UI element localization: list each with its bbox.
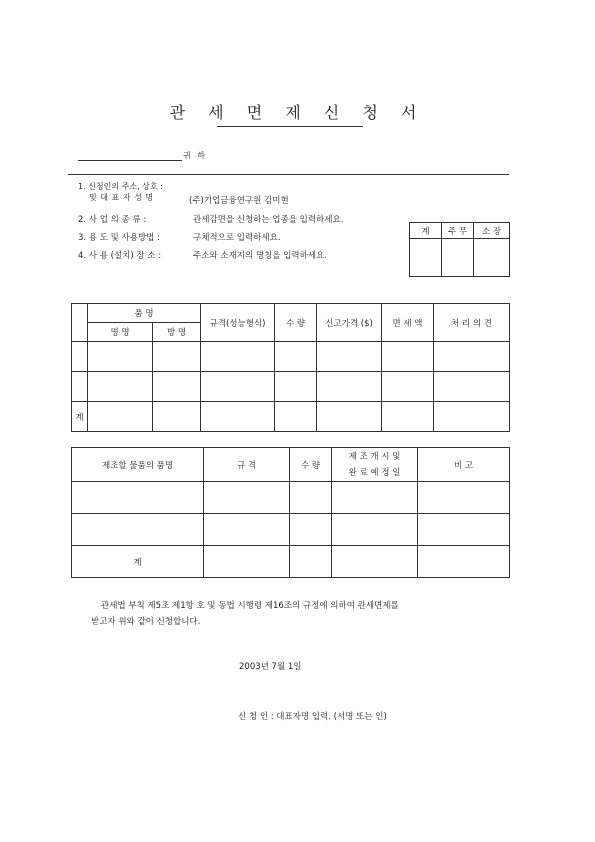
- field-3-value: 구체적으로 입력하세요.: [193, 233, 281, 243]
- field-1-value: (주)기업금융연구원 김미현: [189, 196, 289, 206]
- goods-row-number-header: [72, 304, 88, 342]
- application-date: 2003년 7월 1일: [239, 662, 302, 672]
- table-cell[interactable]: [153, 402, 201, 432]
- table-cell[interactable]: [201, 402, 275, 432]
- addressee-blank-line: [78, 160, 182, 161]
- table-cell[interactable]: [153, 342, 201, 372]
- field-4-label: 4. 사 용 (설치) 장 소 :: [78, 251, 162, 261]
- table-cell[interactable]: [290, 514, 332, 546]
- table-cell[interactable]: [88, 342, 153, 372]
- table-cell[interactable]: [382, 372, 434, 402]
- approval-sign-cell[interactable]: [410, 239, 442, 277]
- goods-subheader-method: 방 명: [153, 323, 201, 342]
- goods-header-spec: 규격(성능형식): [201, 304, 275, 342]
- table-cell[interactable]: [153, 372, 201, 402]
- table-cell[interactable]: [418, 514, 510, 546]
- table-cell[interactable]: [290, 482, 332, 514]
- table-cell[interactable]: [275, 342, 317, 372]
- header-divider: [68, 174, 509, 175]
- mfg-total-label: 계: [72, 546, 204, 578]
- statement-line-2: 받고자 위와 같이 신청합니다.: [91, 617, 201, 627]
- approval-header-manager: 주 무: [442, 223, 474, 239]
- field-4-value: 주소와 소재지의 명칭을 입력하세요.: [193, 251, 327, 261]
- table-cell[interactable]: [434, 342, 510, 372]
- field-2-label: 2. 사 업 의 종 류 :: [78, 215, 147, 225]
- table-cell[interactable]: [317, 342, 382, 372]
- field-1-label-line2: 및 대 표 자 성 명: [89, 193, 154, 202]
- approval-sign-cell[interactable]: [442, 239, 474, 277]
- goods-header-item: 품 명: [88, 304, 201, 323]
- goods-header-opinion: 처 리 의 견: [434, 304, 510, 342]
- table-row: [72, 482, 510, 514]
- table-cell[interactable]: [382, 342, 434, 372]
- table-cell[interactable]: [201, 342, 275, 372]
- approval-sign-cell[interactable]: [474, 239, 510, 277]
- table-cell[interactable]: [275, 402, 317, 432]
- table-cell[interactable]: [418, 482, 510, 514]
- table-cell[interactable]: [317, 372, 382, 402]
- mfg-header-qty: 수 량: [290, 448, 332, 482]
- field-3-label: 3. 용 도 및 사용방법 :: [78, 233, 160, 243]
- table-cell[interactable]: [418, 546, 510, 578]
- field-1-label-line1: 1. 신청인의 주소, 상호 :: [78, 182, 163, 191]
- approval-header-chief: 소 장: [474, 223, 510, 239]
- page-title: 관 세 면 제 신 청 서: [169, 103, 426, 122]
- approval-box: [409, 222, 510, 277]
- mfg-header-dates: [332, 448, 418, 482]
- mfg-header-note: 비 고: [418, 448, 510, 482]
- goods-header-qty: 수 량: [275, 304, 317, 342]
- mfg-header-spec: 규 격: [204, 448, 290, 482]
- statement-line-1: 관세법 부칙 제5조 제1항 호 및 동법 시행령 제16조의 규정에 의하여 관세면제를: [101, 601, 399, 611]
- table-cell[interactable]: [201, 372, 275, 402]
- table-cell[interactable]: [88, 402, 153, 432]
- table-row: [72, 372, 510, 402]
- mfg-header-dates-line1: 제 조 개 시 및: [348, 451, 401, 462]
- table-cell[interactable]: [332, 482, 418, 514]
- table-row: [72, 514, 510, 546]
- applicant-signature: 신 청 인 : 대표자명 입력. (서명 또는 인): [238, 712, 387, 722]
- goods-subheader-name: 명 명: [88, 323, 153, 342]
- table-cell[interactable]: [434, 402, 510, 432]
- table-cell[interactable]: [72, 482, 204, 514]
- table-cell[interactable]: [317, 402, 382, 432]
- table-cell[interactable]: [88, 372, 153, 402]
- mfg-header-name: 제조할 물품의 품명: [72, 448, 204, 482]
- manufacturing-table: [71, 447, 510, 578]
- goods-table: [71, 303, 510, 432]
- goods-header-price: 신고가격 ($): [317, 304, 382, 342]
- table-cell[interactable]: [382, 402, 434, 432]
- table-cell[interactable]: [332, 546, 418, 578]
- table-cell[interactable]: [290, 546, 332, 578]
- table-cell[interactable]: [72, 514, 204, 546]
- table-row-total: [72, 402, 510, 432]
- table-row-total: [72, 546, 510, 578]
- table-cell[interactable]: [204, 514, 290, 546]
- table-cell[interactable]: [204, 482, 290, 514]
- field-2-value: 관세감면을 신청하는 업종을 입력하세요.: [193, 215, 344, 225]
- table-row: [72, 342, 510, 372]
- addressee-label: 귀 하: [183, 151, 207, 160]
- goods-total-label: 계: [72, 402, 88, 432]
- table-cell[interactable]: [332, 514, 418, 546]
- table-cell[interactable]: [434, 372, 510, 402]
- mfg-header-dates-line2: 완 료 예 정 일: [348, 467, 401, 478]
- approval-header-clerk: 계: [410, 223, 442, 239]
- title-underline: [217, 126, 363, 127]
- table-cell[interactable]: [275, 372, 317, 402]
- goods-header-exemption: 면 세 액: [382, 304, 434, 342]
- table-cell[interactable]: [204, 546, 290, 578]
